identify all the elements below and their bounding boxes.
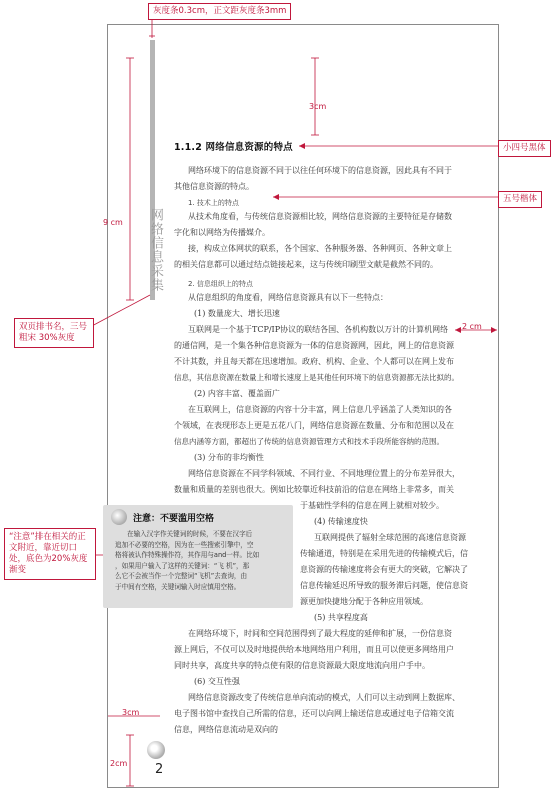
right-line: 息资源的传输速度将会有更大的突破，它解决了 [300, 565, 468, 574]
after-line: (6) 交互性强 [194, 677, 240, 686]
sub2-line: 互联网是一个基于TCP/IP协议的联结各国、各机构数以万计的计算机网络 [188, 325, 449, 334]
note-line: 在输入汉字作关键词的时候，不要在汉字后 [127, 530, 253, 538]
sub2-line: 从信息组织的角度看，网络信息资源具有以下一些特点： [188, 293, 388, 302]
note-body [115, 529, 283, 592]
sub2-line: 在互联网上，信息资源的内容十分丰富，网上信息几乎涵盖了人类知识的各 [188, 405, 452, 414]
right-line: (4) 传输速度快 [314, 517, 368, 526]
sub1-body [174, 209, 474, 273]
right-line: 源更加快捷地分配于各种应用领域。 [300, 597, 428, 606]
note-line: ，如果用户输入了这样的关键词：“飞 机”，那 [115, 561, 250, 570]
dim-9cm: 9 cm [103, 218, 123, 227]
after-line: 网络信息资源改变了传统信息单向流动的模式，人们可以主动到网上数据库、 [188, 693, 460, 702]
sub-font-annotation: 五号楷体 [498, 191, 542, 208]
right-line: (5) 共享程度高 [314, 613, 368, 622]
intro-line: 网络环境下的信息资源不同于以往任何环境下的信息资源，因此具有不同于 [188, 166, 452, 175]
dim-3cm-top: 3cm [309, 102, 327, 111]
sub1-line: 字化和以网络为传播媒介。 [174, 228, 270, 237]
sub2-after [174, 626, 474, 738]
sub2-heading: 2. 信息组织上的特点 [188, 280, 253, 288]
after-line: 同时共享，高度共享的特点使有限的信息资源最大限度地流向用户手中。 [174, 661, 430, 670]
sub2-body-cont [300, 498, 480, 514]
top-annotation: 灰度条0.3cm，正文距灰度条3mm [148, 3, 291, 20]
after-line: 源上网后，不仅可以及时地提供给本地网络用户利用，而且可以使更多网络用户 [174, 645, 454, 654]
sub2-line: 数量和质量的差别也很大。例如比较靠近科技前沿的信息在网络上非常多，而关 [174, 485, 454, 494]
running-head: 网络信息采集 [148, 208, 163, 292]
sub2-line: 信息，其信息资源在数量上和增长速度上是其他任何环境下的信息资源都无法比拟的。 [174, 373, 459, 382]
sub2-line: 个领域，在表现形态上更是五花八门，网络信息资源在数量、分布和范围以及在 [174, 421, 454, 430]
page-logo [147, 741, 165, 759]
sub1-heading: 1. 技术上的特点 [188, 199, 239, 207]
right-line: 互联网提供了辐射全球范围的高速信息资源 [314, 533, 466, 542]
sub2-right-column [300, 514, 480, 626]
sub1-line: 接，构成立体网状的联系，各个国家、各种服务器、各种网页、各种文章上 [188, 244, 452, 253]
sub1-line: 从技术角度看，与传统信息资源相比较，网络信息资源的主要特征是存储数 [188, 212, 452, 221]
sub2-line: 于基础性学科的信息在网上就相对较少。 [300, 501, 444, 510]
note-annotation: “注意”排在相关的正文附近，靠近切口处，底色为20%灰度渐变 [4, 528, 96, 580]
note-line: 么它不会被当作一个完整词“飞机”去查询，由 [115, 572, 248, 580]
section-font-annotation: 小四号黑体 [498, 140, 551, 157]
sub2-line: (3) 分布的非均衡性 [194, 453, 264, 462]
sub1-line: 的相关信息都可以通过结点链接起来，这与传统印刷型文献是截然不同的。 [174, 260, 438, 269]
dim-2cm-bottom: 2cm [110, 759, 128, 768]
dim-3cm-bottom: 3cm [122, 708, 140, 717]
after-line: 在网络环境下，时间和空间范围得到了最大程度的延伸和扩展，一份信息资 [188, 629, 452, 638]
after-line: 电子图书馆中查找自己所需的信息，还可以向网上输送信息或通过电子信箱交流 [174, 709, 454, 718]
sub2-line: (1) 数量庞大、增长迅速 [194, 309, 280, 318]
after-line: 信息，网络信息流动是双向的 [174, 725, 278, 734]
dim-2cm-right: 2 cm [462, 322, 482, 331]
section-intro [174, 163, 474, 195]
note-title: 注意：不要滥用空格 [133, 514, 215, 524]
left-annotation: 双页排书名，三号粗宋 30%灰度 [14, 318, 94, 348]
sub2-line: 信息内涵等方面，都超出了传统的信息资源管理方式和技术手段所能容纳的范围。 [174, 437, 444, 446]
right-line: 信息传输延迟所导致的服务滞后问题，使信息资 [300, 581, 468, 590]
page-number: 2 [155, 762, 164, 777]
sub2-line: 不计其数，并且每天都在迅速增加。政府、机构、企业、个人都可以在网上发布 [174, 357, 454, 366]
note-line: 追加不必要的空格，因为在一些搜索引擎中，空 [115, 540, 254, 549]
sub2-line: 的通信网，是一个集各种信息资源为一体的信息资源网，因此，网上的信息资源 [174, 341, 454, 350]
right-line: 传输通道，特别是在采用先进的传输模式后，信 [300, 549, 468, 558]
sub2-line: (2) 内容丰富、覆盖面广 [194, 389, 280, 398]
section-title: 1.1.2 网络信息资源的特点 [174, 142, 293, 153]
note-box [103, 505, 293, 608]
note-line: 于中间有空格，关键词输入时应慎用空格。 [115, 582, 241, 591]
note-icon [111, 509, 127, 525]
note-line: 格将被认作特殊操作符，其作用与and一样。比如 [115, 551, 260, 559]
intro-line: 其他信息资源的特点。 [174, 182, 254, 191]
sub2-line: 网络信息资源在不同学科领域、不同行业、不同地理位置上的分布差异很大， [188, 469, 460, 478]
sub2-body [174, 290, 474, 498]
